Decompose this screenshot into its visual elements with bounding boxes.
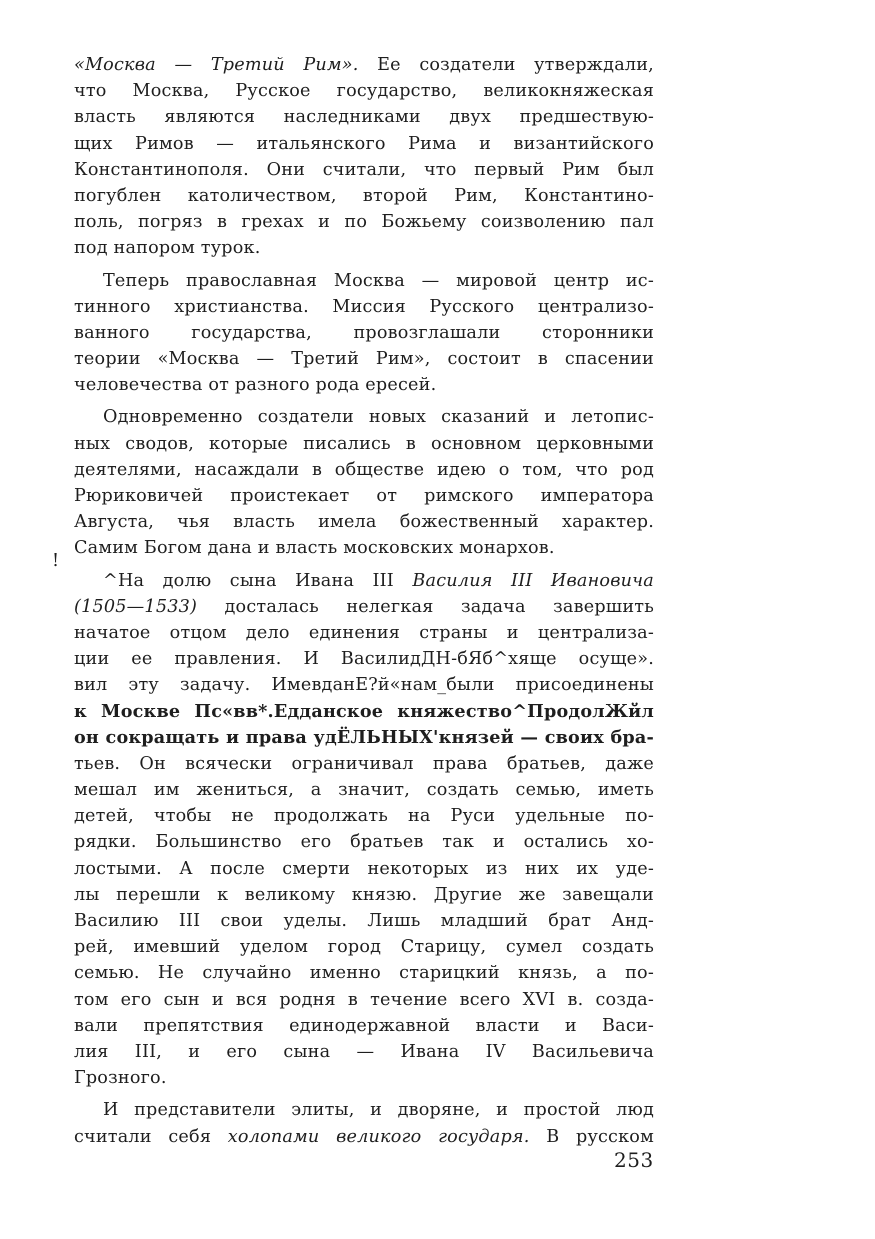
text-line (74, 52, 654, 78)
text-span: ции ее правления. И ВасилидДН-бЯб^хяще осуще». (74, 649, 654, 670)
text-span: Василию III свои уделы. Лишь младший брат Анд- (74, 911, 654, 931)
text-span: считали себя (74, 1126, 228, 1147)
text-line (74, 777, 654, 803)
text-line (74, 568, 654, 594)
text-span: мешал им жениться, а значит, создать семью, иметь (74, 780, 654, 801)
text-span: Грозного. (74, 1068, 167, 1089)
text-span: лия III, и его сына — Ивана IV Васильевича (74, 1041, 654, 1062)
paragraph (74, 1097, 654, 1149)
text-line (74, 320, 654, 346)
text-span: Августа, чья власть имела божественный характер. (74, 512, 654, 533)
text-span: ных сводов, которые писались в основном церковными (74, 433, 654, 454)
text-span: теории «Москва — Третий Рим», состоит в спасении (74, 349, 654, 370)
text-line (74, 346, 654, 372)
text-span: В русском (529, 1126, 654, 1147)
text-span: власть являются наследниками двух предшествую- (74, 107, 654, 128)
paragraph (74, 268, 654, 399)
text-line (74, 1065, 654, 1091)
text-span: рядки. Большинство его братьев так и остались хо- (74, 832, 654, 853)
page-number: 253 (614, 1148, 654, 1172)
text-span: Одновременно создатели новых сказаний и летопис- (103, 407, 654, 428)
text-line (74, 372, 654, 398)
text-span: к Москве Пс«вв*.Едданское княжество^ПродолЖйл (74, 700, 654, 722)
text-span: деятелями, насаждали в обществе идею о том, что род (74, 459, 654, 480)
text-line (74, 725, 654, 751)
text-span: том его сын и вся родня в течение всего XVI в. созда- (74, 989, 654, 1010)
text-span: ванного государства, провозглашали сторонники (74, 322, 654, 343)
text-span: И представители элиты, и дворяне, и простой люд (103, 1100, 654, 1121)
text-span: Теперь православная Москва — мировой центр ис- (103, 270, 654, 291)
page-text (74, 52, 654, 1150)
text-span: лы перешли к великому князю. Другие же завещали (74, 884, 654, 905)
text-line (74, 509, 654, 535)
text-line (74, 751, 654, 777)
paragraph (74, 568, 654, 1092)
text-span: Рюриковичей проистекает от римского императора (74, 486, 654, 506)
text-span: начатое отцом дело единения страны и централиза- (74, 622, 654, 643)
text-span: Константинополя. Они считали, что первый Рим был (74, 159, 654, 180)
text-span: он сокращать и права удЁЛЬНЫХ'князей — своих бра- (74, 726, 654, 748)
text-span: поль, погряз в грехах и по Божьему соизволению пал (74, 212, 654, 233)
text-span: человечества от разного рода ересей. (74, 375, 437, 396)
text-line (74, 620, 654, 646)
text-line (74, 268, 654, 294)
margin-mark: ! (52, 551, 60, 571)
text-line (74, 934, 654, 960)
text-span: щих Римов — итальянского Рима и византийского (74, 133, 654, 154)
text-line (74, 987, 654, 1013)
text-line (74, 209, 654, 235)
text-line (74, 1097, 654, 1123)
text-line (74, 131, 654, 157)
text-line (74, 960, 654, 986)
text-line (74, 104, 654, 130)
text-line (74, 1124, 654, 1150)
text-line (74, 535, 654, 561)
text-line (74, 672, 654, 698)
text-span: «Москва — Третий Рим». (74, 55, 359, 75)
text-span: семью. Не случайно именно старицкий князь, а по- (74, 963, 654, 984)
text-line (74, 183, 654, 209)
text-span: вали препятствия единодержавной власти и Васи- (74, 1015, 654, 1036)
text-line (74, 294, 654, 320)
text-span: досталась нелегкая задача завершить (197, 596, 654, 617)
text-line (74, 882, 654, 908)
text-line (74, 1039, 654, 1065)
text-span: Самим Богом дана и власть московских монархов. (74, 538, 555, 559)
text-line (74, 803, 654, 829)
text-line (74, 829, 654, 855)
italic-span: холопами великого государя. (227, 1126, 530, 1147)
text-span: под напором турок. (74, 238, 261, 259)
text-line (74, 699, 654, 725)
text-span: погублен католичеством, второй Рим, Константино- (74, 185, 654, 206)
text-line (74, 404, 654, 430)
text-span: что Москва, Русское государство, великокняжеская (74, 81, 654, 102)
text-span: вил эту задачу. ИмевданЕ?й«нам_были присоединены (74, 675, 654, 696)
text-span: тинного христианства. Миссия Русского централизо- (74, 296, 654, 317)
text-line (74, 78, 654, 104)
text-line (74, 235, 654, 261)
text-span: лостыми. А после смерти некоторых из них их уде- (74, 858, 654, 879)
text-line (74, 157, 654, 183)
text-line (74, 908, 654, 934)
text-line (74, 594, 654, 620)
text-span: тьев. Он всячески ограничивал права братьев, даже (74, 753, 654, 774)
text-span: ^На долю сына Ивана III (103, 570, 413, 591)
text-line (74, 1013, 654, 1039)
text-span: рей, имевший уделом город Старицу, сумел создать (74, 937, 654, 958)
text-span: Ее создатели утверждали, (358, 55, 654, 75)
paragraph (74, 404, 654, 561)
italic-span: Василия III Ивановича (412, 570, 654, 591)
text-line (74, 457, 654, 483)
text-span: (1505—1533) (74, 596, 198, 617)
text-line (74, 431, 654, 457)
text-line (74, 483, 654, 509)
text-line (74, 856, 654, 882)
text-span: детей, чтобы не продолжать на Руси удельные по- (74, 806, 654, 827)
paragraph (74, 52, 654, 262)
text-line (74, 646, 654, 672)
